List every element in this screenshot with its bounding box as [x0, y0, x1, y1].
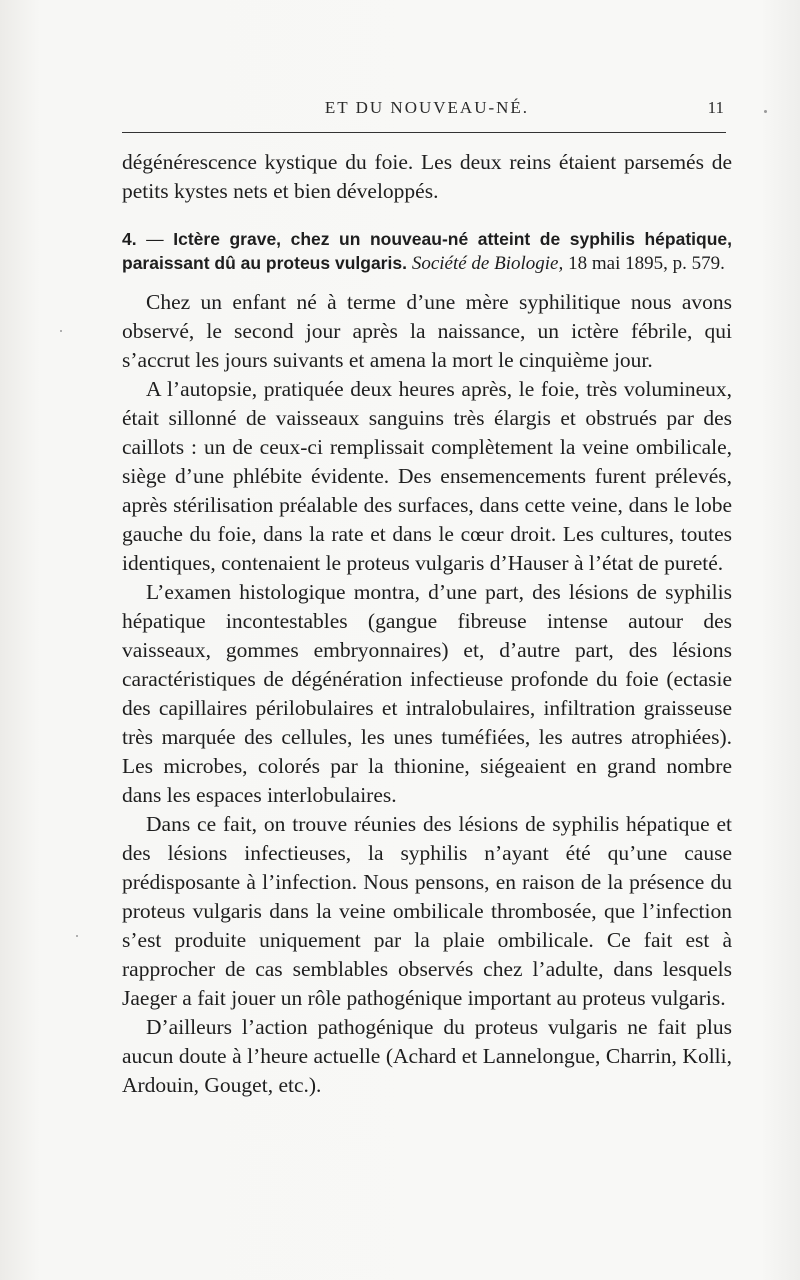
paper-speck — [764, 110, 767, 113]
bibliography-entry — [122, 227, 732, 276]
paragraph-continuation: dégénérescence kystique du foie. Les deux reins étaient parsemés de petits kystes nets et bien développés. — [122, 150, 732, 203]
page-number: 11 — [707, 98, 724, 117]
paragraph-autopsy: A l’autopsie, pratiquée deux heures après, le foie, très volumineux, était sillonné de vaisseaux sanguins très élargis et obstrués par des caillots : un de ceux-ci remplissait complètement la veine ombilicale, siège d’une phlébite évidente. Des ensemencements furent prélevés, après stérilisation préalable des surfaces, dans cette veine, dans le lobe gauche du foie, dans la rate et dans le cœur droit. Les cultures, toutes identiques, contenaient le proteus vulgaris d’Hauser à l’état de pureté. — [122, 377, 732, 575]
paragraph-histology: L’examen histologique montra, d’une part, des lésions de syphilis hépatique incontestables (gangue fibreuse intense autour des vaisseaux, gommes embryonnaires) et, d’autre part, des lésions caractéristiques de dégénération infectieuse profonde du foie (ectasie des capillaires périlobulaires et intralobulaires, infiltration graisseuse très marquée des cellules, les unes tuméfiées, les autres atrophiées). Les microbes, colorés par la thionine, siégeaient en grand nombre dans les espaces interlobulaires. — [122, 580, 732, 807]
paragraph-conclusion: D’ailleurs l’action pathogénique du proteus vulgaris ne fait plus aucun doute à l’heure actuelle (Achard et Lannelongue, Charrin, Kolli, Ardouin, Gouget, etc.). — [122, 1015, 732, 1097]
running-title: ET DU NOUVEAU-NÉ. — [324, 98, 530, 117]
paragraph-discussion: Dans ce fait, on trouve réunies des lésions de syphilis hépatique et des lésions infectieuses, la syphilis n’ayant été qu’une cause prédisposante à l’infection. Nous pensons, en raison de la présence du proteus vulgaris dans la veine ombilicale thrombosée, que l’infection s’est produite uniquement par la plaie ombilicale. Ce fait est à rapprocher de cas semblables observés chez l’adulte, dans lesquels Jaeger a fait jouer un rôle pathogénique important au proteus vulgaris. — [122, 812, 732, 1010]
header-rule — [122, 132, 726, 133]
entry-source: Société de Biologie, — [411, 253, 564, 274]
body-text — [122, 148, 732, 1100]
paper-speck — [76, 935, 78, 937]
entry-date: 18 mai 1895, p. 579. — [568, 253, 725, 274]
paragraph-case: Chez un enfant né à terme d’une mère syphilitique nous avons observé, le second jour après la naissance, un ictère fébrile, qui s’accrut les jours suivants et amena la mort le cinquième jour. — [122, 290, 732, 372]
running-head — [122, 98, 732, 122]
entry-title: Ictère grave, chez un nouveau-né atteint de syphilis hépatique, paraissant dû au proteus vulgaris. — [122, 229, 732, 273]
entry-number: 4. — [122, 229, 137, 249]
entry-dash: — — [146, 229, 164, 249]
paper-speck — [60, 330, 62, 332]
